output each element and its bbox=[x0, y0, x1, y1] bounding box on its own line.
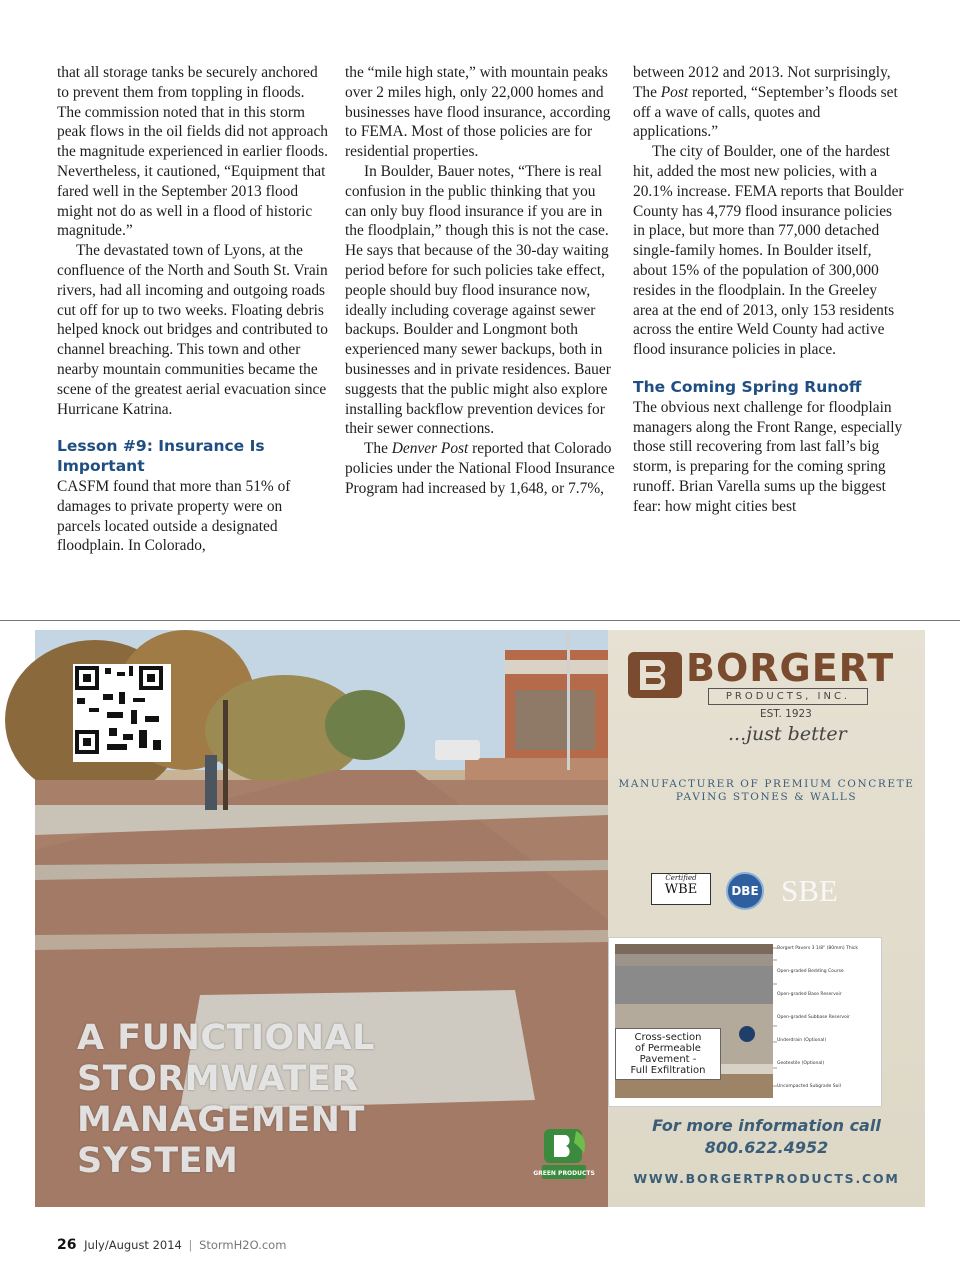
footer-separator: | bbox=[188, 1238, 193, 1252]
permeable-pavement-cross-section bbox=[608, 937, 882, 1107]
ad-headline bbox=[77, 1018, 597, 1182]
website-link[interactable]: WWW.BORGERTPRODUCTS.COM bbox=[633, 1171, 900, 1186]
dbe-certification-badge: DBE bbox=[726, 872, 764, 910]
paragraph: The obvious next challenge for floodplain managers along the Front Range, especially those still recovering from last fall’s big storm, is preparing for the coming spring runoff. Brian Varella sums up the biggest fear: how might cities best bbox=[633, 398, 903, 515]
cross-section-text: Full Exfiltration bbox=[630, 1065, 706, 1076]
paragraph: The devastated town of Lyons, at the confluence of the North and South St. Vrain rivers, had all incoming and outgoing roads cut off for up to two weeks. Floating debris helped knock out bridges and contributed to channel breaching. This town and other nearby mountain communities became the scene of the greatest aerial evacuation since Hurricane Katrina. bbox=[57, 242, 328, 418]
contact-info bbox=[608, 1115, 925, 1159]
cross-section-label bbox=[615, 1028, 721, 1080]
cross-section-text: Cross-section bbox=[634, 1032, 702, 1043]
manufacturer-text: MANUFACTURER OF PREMIUM CONCRETE bbox=[618, 778, 915, 790]
layer-note: Open-graded Bedding Course bbox=[777, 969, 844, 974]
layer-note: Open-graded Base Reservoir bbox=[777, 992, 842, 997]
borgert-advertisement[interactable] bbox=[35, 630, 925, 1207]
layer-notes bbox=[777, 946, 877, 1107]
paragraph: CASFM found that more than 51% of damages to private property were on parcels located outside a designated floodplain. In Colorado, bbox=[57, 477, 291, 555]
info-text: For more information call bbox=[652, 1116, 881, 1135]
text-run: The bbox=[364, 440, 392, 458]
article-column-2 bbox=[345, 63, 617, 499]
brand-subtitle: PRODUCTS, INC. bbox=[708, 688, 868, 705]
paragraph: that all storage tanks be securely anchored to prevent them from toppling in floods. The commission noted that in this storm peak flows in the oil fields did not approach the magnitude experienced in earlier floods. Nevertheless, it cautioned, “Equipment that fared well in the September 2013 flood might not do as well in a flood of historic magnitude.” bbox=[57, 64, 328, 240]
established-year: EST. 1923 bbox=[760, 708, 812, 720]
green-products-icon bbox=[533, 1127, 595, 1181]
issue-date: July/August 2014 bbox=[84, 1238, 182, 1252]
cross-section-text: Pavement - bbox=[639, 1054, 697, 1065]
wbe-certified-text: Certified bbox=[665, 874, 697, 882]
wbe-text: WBE bbox=[664, 882, 698, 897]
publication-name: Post bbox=[660, 83, 689, 101]
section-heading: Lesson #9: Insurance Is Important bbox=[57, 437, 265, 476]
sbe-certification-badge: SBE bbox=[781, 873, 838, 908]
headline-line: A FUNCTIONAL bbox=[77, 1018, 375, 1058]
headline-line: STORMWATER bbox=[77, 1059, 359, 1099]
page-footer bbox=[57, 1237, 286, 1253]
manufacturer-line bbox=[608, 778, 925, 804]
headline-line: SYSTEM bbox=[77, 1141, 239, 1181]
layer-note: Borgert Pavers 3 1/8" (80mm) Thick bbox=[777, 946, 859, 951]
section-heading: The Coming Spring Runoff bbox=[633, 377, 862, 396]
paragraph: the “mile high state,” with mountain peaks over 2 miles high, only 22,000 homes and businesses have flood insurance, according to FEMA. Most of those policies are for residential properties. bbox=[345, 64, 611, 161]
brand-name: BORGERT bbox=[686, 646, 895, 690]
qr-code[interactable] bbox=[73, 664, 171, 762]
divider bbox=[0, 620, 960, 621]
green-products-text: GREEN PRODUCTS bbox=[533, 1170, 595, 1177]
layer-note: Uncompacted Subgrade Soil bbox=[777, 1084, 841, 1089]
paragraph: In Boulder, Bauer notes, “There is real confusion in the public thinking that you can only buy flood insurance if you are in the floodplain,” though this is not the case. He says that because of the 30-day waiting period before for such policies take effect, people should buy flood insurance now, ideally including coverage against sewer backups. Boulder and Longmont both experienced many sewer backups, both in businesses and in private residences. Bauer suggests that the public might also explore installing backflow prevention devices for their sewer connections. bbox=[345, 162, 611, 438]
paragraph bbox=[633, 63, 905, 142]
article-column-3 bbox=[633, 63, 905, 517]
text-run: reported, “September’s floods set off a wave of calls, quotes and applications.” bbox=[633, 83, 898, 141]
borgert-logo-icon bbox=[628, 652, 682, 698]
article-column-1 bbox=[57, 63, 329, 556]
text-run: between 2012 and 2013. Not surprisingly, The bbox=[633, 64, 891, 101]
cross-section-text: of Permeable bbox=[635, 1043, 701, 1054]
paragraph bbox=[345, 439, 617, 498]
page-number: 26 bbox=[57, 1237, 77, 1253]
ad-sidebar bbox=[608, 630, 925, 1207]
footer-site[interactable]: StormH2O.com bbox=[199, 1238, 287, 1252]
brand-tagline: ...just better bbox=[728, 723, 847, 745]
layer-note: Underdrain (Optional) bbox=[777, 1038, 827, 1043]
headline-line: MANAGEMENT bbox=[77, 1100, 365, 1140]
text-run: reported that Colorado policies under the National Flood Insurance Program had increased by 1,648, or 7.7%, bbox=[345, 440, 615, 497]
manufacturer-text: PAVING STONES & WALLS bbox=[675, 791, 858, 803]
publication-name: Denver Post bbox=[391, 440, 469, 458]
phone-number[interactable]: 800.622.4952 bbox=[704, 1138, 829, 1157]
paragraph: The city of Boulder, one of the hardest hit, added the most new policies, with a 20.1% increase. FEMA reports that Boulder County has 4,779 flood insurance policies in place, but more than 77,000 detached single-family homes. In Boulder itself, about 15% of the population of 300,000 resides in the floodplain. In the Greeley area at the end of 2013, only 153 residents across the entire Weld County had active flood insurance policies in place. bbox=[633, 143, 904, 359]
wbe-certification-badge bbox=[651, 873, 711, 905]
paver-walkway-photo bbox=[35, 630, 608, 1207]
layer-note: Open-graded Subbase Reservoir bbox=[777, 1015, 850, 1020]
layer-note: Geotextile (Optional) bbox=[777, 1061, 825, 1066]
